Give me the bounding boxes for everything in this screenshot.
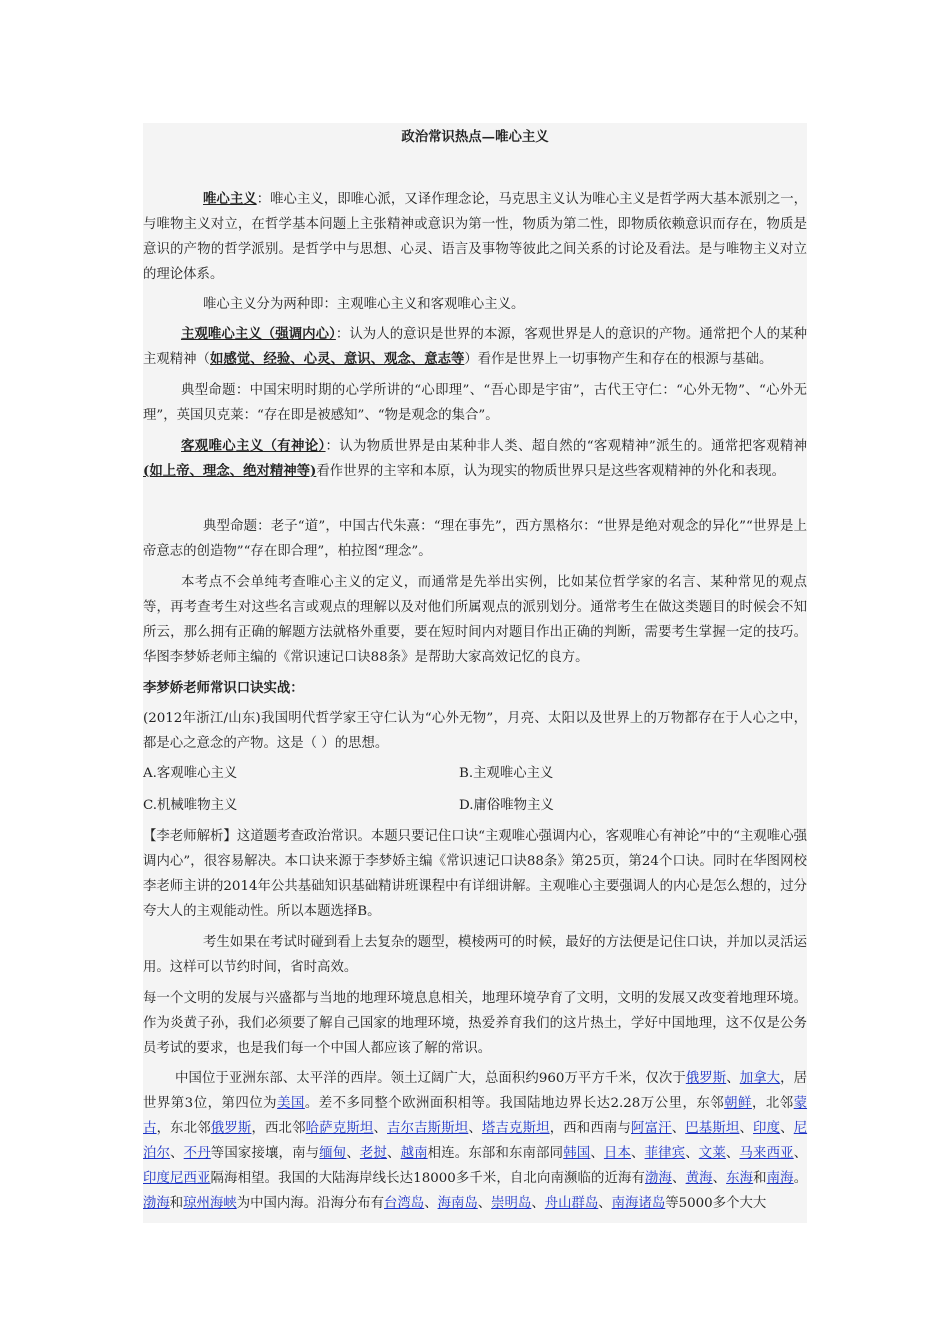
geo-text: 等国家接壤，南与 — [210, 1146, 320, 1161]
separator: 、 — [590, 1146, 604, 1161]
geo-text: 。差不多同整个欧洲面积相等。我国陆地边界长达2.28万公里，东邻 — [304, 1096, 725, 1111]
link-philippines[interactable]: 菲律宾 — [644, 1146, 686, 1161]
objective-paragraph — [143, 434, 807, 484]
geo-text: 和 — [169, 1196, 184, 1211]
intro-paragraph — [143, 187, 807, 287]
geo-text: ，西和西南与 — [549, 1121, 632, 1136]
link-india[interactable]: 印度 — [753, 1121, 781, 1136]
link-north-korea[interactable]: 朝鲜 — [724, 1096, 752, 1111]
separator: 、 — [468, 1121, 482, 1136]
link-usa[interactable]: 美国 — [277, 1096, 305, 1111]
types-paragraph: 唯心主义分为两种即：主观唯心主义和客观唯心主义。 — [203, 297, 525, 312]
separator: 、 — [346, 1146, 360, 1161]
geo-text: ，西北邻 — [251, 1121, 306, 1136]
subjective-examples: 如感觉、经验、心灵、意识、观念、意志等 — [209, 351, 465, 367]
separator: 、 — [531, 1196, 545, 1211]
objective-examples: (如上帝、理念、绝对精神等) — [143, 463, 317, 479]
separator: 、 — [793, 1146, 808, 1161]
intro-text: ：唯心主义，即唯心派，又译作理念论，马克思主义认为唯心主义是哲学两大基本派别之一，与唯物主义对立，在哲学基本问题上主张精神或意识为第一性，物质为第二性，即物质依赖意识而存在，物质是意识的产物的哲学派别。是哲学中与思想、心灵、语言及事物等彼此之间关系的讨论及看法。是与唯物主义对立的理论体系。 — [143, 192, 808, 282]
separator: 、 — [477, 1196, 492, 1211]
option-a: A.客观唯心主义 — [143, 766, 238, 781]
separator: 、 — [671, 1121, 686, 1136]
separator: 、 — [685, 1146, 699, 1161]
subjective-term: 主观唯心主义（强调内心） — [181, 326, 336, 342]
separator: 、 — [780, 1121, 794, 1136]
exam-note-paragraph: 本考点不会单纯考查唯心主义的定义，而通常是先举出实例，比如某位哲学家的名言、某种常见的观点等，再考查考生对这些名言或观点的理解以及对他们所属观点的派别划分。通常考生在做这类题目的时候会不知所云，那么拥有正确的解题方法就格外重要，要在短时间内对题目作出正确的判断，需要考生掌握一定的技巧。华图李梦娇老师主编的《常识速记口诀88条》是帮助大家高效记忆的良方。 — [143, 575, 807, 665]
separator: 、 — [387, 1146, 401, 1161]
link-south-korea[interactable]: 韩国 — [563, 1146, 591, 1161]
geo-text: 。 — [793, 1171, 808, 1186]
tip-paragraph: 考生如果在考试时碰到看上去复杂的题型，模棱两可的时候，最好的方法便是记住口诀，并加以灵活运用。这样可以节约时间，省时高效。 — [143, 935, 807, 975]
option-b: B.主观唯心主义 — [459, 766, 554, 781]
link-hainan-island[interactable]: 海南岛 — [437, 1196, 478, 1211]
link-japan[interactable]: 日本 — [603, 1146, 631, 1161]
link-pakistan[interactable]: 巴基斯坦 — [685, 1121, 740, 1136]
link-vietnam[interactable]: 越南 — [400, 1146, 428, 1161]
link-bohai-2[interactable]: 渤海 — [143, 1196, 170, 1211]
separator: 、 — [725, 1146, 740, 1161]
link-russia-2[interactable]: 俄罗斯 — [210, 1121, 252, 1136]
link-bhutan[interactable]: 不丹 — [183, 1146, 211, 1161]
practice-heading: 李梦娇老师常识口诀实战： — [143, 681, 304, 696]
analysis-paragraph: 【李老师解析】这道题考查政治常识。本题只要记住口诀“主观唯心强调内心，客观唯心有神论”中的“主观唯心强调内心”，很容易解决。本口诀来源于李梦娇主编《常识速记口诀88条》第25页，第24个口诀。同时在华图网校李老师主讲的2014年公共基础知识基础精讲班课程中有详细讲解。主观唯心主要强调人的内心是怎么想的，过分夸大人的主观能动性。所以本题选择B。 — [143, 829, 807, 919]
option-c: C.机械唯物主义 — [143, 798, 238, 813]
link-east-sea[interactable]: 东海 — [726, 1171, 754, 1186]
link-canada[interactable]: 加拿大 — [739, 1071, 781, 1086]
link-bohai[interactable]: 渤海 — [645, 1171, 673, 1186]
link-indonesia[interactable]: 印度尼西亚 — [143, 1171, 211, 1186]
page-title: 政治常识热点—唯心主义 — [401, 129, 549, 145]
objective-text-2: 看作世界的主宰和本原，认为现实的物质世界只是这些客观精神的外化和表现。 — [316, 464, 786, 479]
link-myanmar[interactable]: 缅甸 — [319, 1146, 347, 1161]
separator: 、 — [631, 1146, 645, 1161]
geography-paragraph — [143, 1066, 807, 1216]
link-brunei[interactable]: 文莱 — [698, 1146, 726, 1161]
separator: 、 — [712, 1171, 727, 1186]
link-kyrgyzstan[interactable]: 吉尔吉斯斯坦 — [387, 1121, 469, 1136]
geo-text: ，北邻 — [751, 1096, 794, 1111]
subjective-text-1: ：认为人的意识是世界的本源，客观世界是人的意识的产物。通常把个人的某种主观精神（ — [143, 327, 807, 367]
link-kazakhstan[interactable]: 哈萨克斯坦 — [305, 1121, 374, 1136]
geo-text: 为中国内海。沿海分布有 — [236, 1196, 385, 1211]
link-mongolia[interactable]: 蒙古 — [143, 1096, 808, 1136]
link-nepal[interactable]: 尼泊尔 — [143, 1121, 808, 1161]
link-laos[interactable]: 老挝 — [359, 1146, 387, 1161]
link-afghanistan[interactable]: 阿富汗 — [631, 1121, 672, 1136]
geography-intro: 每一个文明的发展与兴盛都与当地的地理环境息息相关，地理环境孕育了文明，文明的发展又改变着地理环境。作为炎黄子孙，我们必须要了解自己国家的地理环境，热爱养育我们的这片热土，学好中国地理，这不仅是公务员考试的要求，也是我们每一个中国人都应该了解的常识。 — [143, 991, 807, 1056]
separator: 、 — [424, 1196, 438, 1211]
subjective-typical: 典型命题：中国宋明时期的心学所讲的“心即理”、“吾心即是宇宙”，古代王守仁：“心外无物”、“心外无理”，英国贝克莱：“存在即是被感知”、“物是观念的集合”。 — [143, 383, 807, 423]
link-malaysia[interactable]: 马来西亚 — [739, 1146, 794, 1161]
link-nanhai-islands[interactable]: 南海诸岛 — [611, 1196, 666, 1211]
link-zhoushan-islands[interactable]: 舟山群岛 — [544, 1196, 599, 1211]
geo-text: 隔海相望。我国的大陆海岸线长达18000多千米，自北向南濒临的近海有 — [210, 1171, 646, 1186]
separator: 、 — [598, 1196, 612, 1211]
subjective-paragraph — [143, 322, 807, 372]
separator: 、 — [726, 1071, 740, 1086]
objective-text-1: ：认为物质世界是由某种非人类、超自然的“客观精神”派生的。通常把客观精神 — [325, 439, 807, 454]
link-taiwan-island[interactable]: 台湾岛 — [384, 1196, 425, 1211]
intro-term: 唯心主义 — [203, 191, 257, 207]
objective-term: 客观唯心主义（有神论） — [181, 438, 326, 454]
link-chongming-island[interactable]: 崇明岛 — [491, 1196, 532, 1211]
option-d: D.庸俗唯物主义 — [459, 798, 554, 813]
separator: 、 — [672, 1171, 686, 1186]
link-russia[interactable]: 俄罗斯 — [685, 1071, 727, 1086]
link-yellow-sea[interactable]: 黄海 — [685, 1171, 713, 1186]
geo-text: ，东北邻 — [156, 1121, 211, 1136]
question-text: (2012年浙江/山东)我国明代哲学家王守仁认为“心外无物”，月亮、太阳以及世界上的万物都存在于人心之中，都是心之意念的产物。这是（ ）的思想。 — [143, 711, 807, 751]
geo-text: 等5000多个大大 — [665, 1196, 767, 1211]
separator: 、 — [170, 1146, 184, 1161]
subjective-text-2: ）看作是世界上一切事物产生和存在的根源与基础。 — [464, 352, 773, 367]
link-south-sea[interactable]: 南海 — [766, 1171, 794, 1186]
link-qiongzhou-strait[interactable]: 琼州海峡 — [183, 1196, 237, 1211]
separator: 、 — [373, 1121, 388, 1136]
geo-text: ，居世界第3位，第四位为 — [143, 1071, 808, 1111]
geo-text: 相连。东部和东南部同 — [427, 1146, 564, 1161]
link-tajikistan[interactable]: 塔吉克斯坦 — [481, 1121, 550, 1136]
objective-typical: 典型命题：老子“道”，中国古代朱熹：“理在事先”，西方黑格尔：“世界是绝对观念的异化”“世界是上帝意志的创造物”“存在即合理”，柏拉图“理念”。 — [143, 519, 807, 559]
geo-text: 中国位于亚洲东部、太平洋的西岸。领土辽阔广大，总面积约960万平方千米，仅次于 — [175, 1071, 686, 1086]
geo-text: 和 — [753, 1171, 767, 1186]
separator: 、 — [739, 1121, 754, 1136]
